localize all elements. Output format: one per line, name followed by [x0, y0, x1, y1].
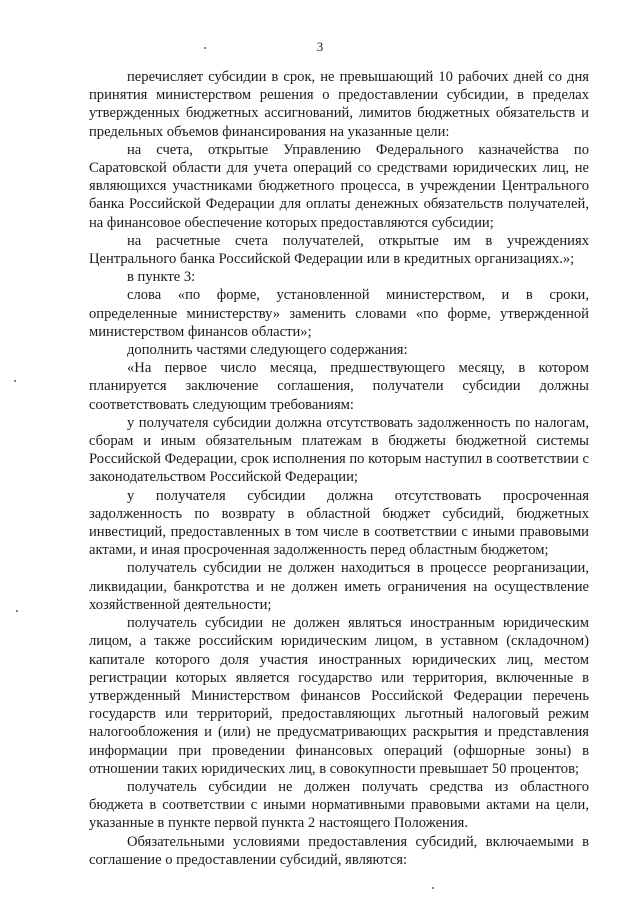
scan-speck — [432, 887, 434, 889]
document-body — [89, 68, 589, 869]
paragraph-4: в пункте 3: — [127, 269, 196, 286]
scan-speck — [204, 47, 206, 49]
scan-speck — [16, 610, 18, 612]
paragraph-3: на расчетные счета получателей, открытые им в учреждениях Центрального банка Российской Федерации или в кредитных организациях.»; — [89, 232, 589, 268]
paragraph-9: у получателя субсидии должна отсутствовать просроченная задолженность по возврату в областной бюджет субсидий, бюджетных инвестиций, предоставленных в том числе в соответствии с иными правовыми актами, и иная просроченная задолженность перед областным бюджетом; — [89, 487, 589, 559]
paragraph-8: у получателя субсидии должна отсутствовать задолженность по налогам, сборам и иным обязательным платежам в бюджеты бюджетной системы Российской Федерации, срок исполнения по которым наступил в соответствии с законодательством Российской Федерации; — [89, 414, 589, 486]
paragraph-7: «На первое число месяца, предшествующего месяцу, в котором планируется заключение соглашения, получатели субсидии должны соответствовать следующим требованиям: — [89, 360, 589, 413]
scan-speck — [14, 380, 16, 382]
page-number: 3 — [316, 39, 324, 54]
paragraph-2: на счета, открытые Управлению Федерального казначейства по Саратовской области для учета операций со средствами юридических лиц, не являющихся участниками бюджетного процесса, в учреждении Центрального банка Российской Федерации для оплаты денежных обязательств получателей, на финансовое обеспечение которых предоставляются субсидии; — [89, 141, 589, 231]
paragraph-6: дополнить частями следующего содержания: — [127, 342, 408, 359]
paragraph-5: слова «по форме, установленной министерством, и в сроки, определенные министерству» заменить словами «по форме, утвержденной министерством финансов области»; — [89, 287, 589, 340]
paragraph-12: получатель субсидии не должен получать средства из областного бюджета в соответствии с иными нормативными правовыми актами на цели, указанные в пункте первой пункта 2 настоящего Положения. — [89, 778, 589, 832]
paragraph-13: Обязательными условиями предоставления субсидий, включаемыми в соглашение о предоставлении субсидий, являются: — [89, 833, 589, 868]
paragraph-1: перечисляет субсидии в срок, не превышающий 10 рабочих дней со дня принятия министерством решения о предоставлении субсидии, в пределах утвержденных бюджетных ассигнований, лимитов бюджетных обязательств и предельных объемов финансирования на указанные цели: — [89, 69, 589, 140]
paragraph-11: получатель субсидии не должен являться иностранным юридическим лицом, а также российским юридическим лицом, в уставном (складочном) капитале которого доля участия иностранных юридических лиц, местом регистрации которых является государство или территория, включенные в утвержденный Министерством финансов Российской Федерации перечень государств или территорий, предоставляющих льготный налоговый режим налогообложения и (или) не предусматривающих раскрытия и представления информации при проведении финансовых операций (офшорные зоны) в отношении таких юридических лиц, в совокупности превышает 50 процентов; — [89, 615, 589, 777]
paragraph-10: получатель субсидии не должен находиться в процессе реорганизации, ликвидации, банкротства и не должен иметь ограничения на осуществление хозяйственной деятельности; — [89, 560, 589, 613]
